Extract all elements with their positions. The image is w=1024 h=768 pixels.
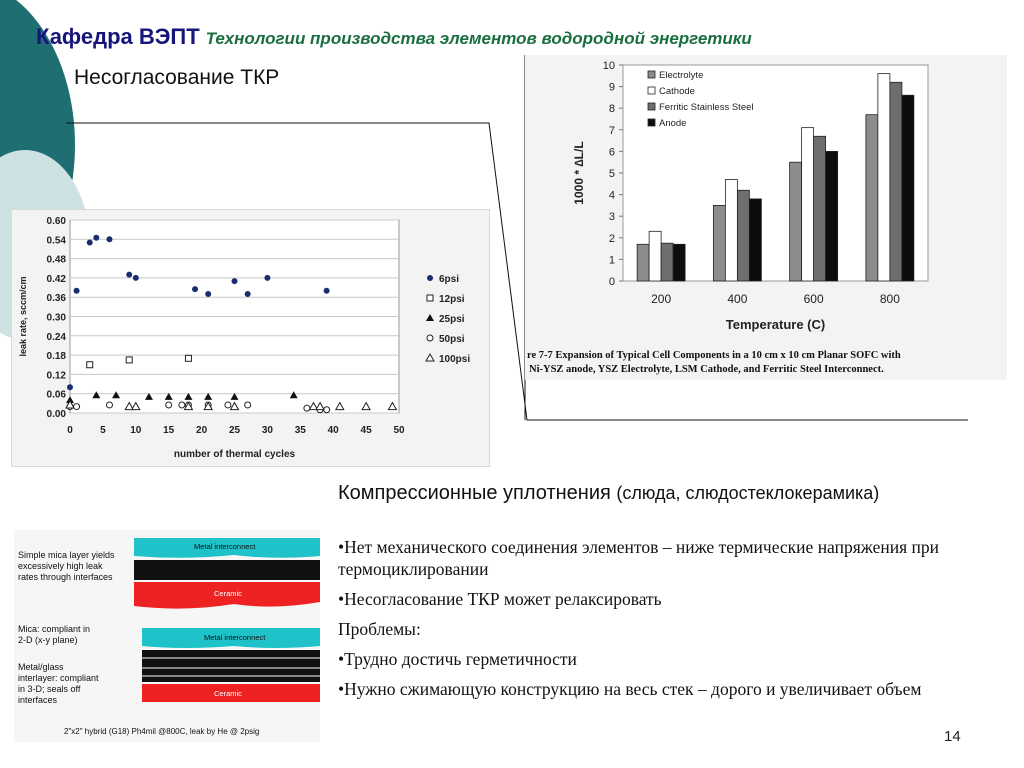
figure-caption	[527, 349, 975, 377]
data-point-12psi	[87, 362, 93, 368]
y-tick-label: 10	[602, 60, 615, 72]
legend-swatch-Cathode	[648, 87, 655, 94]
bar-Anode	[673, 244, 685, 281]
seal-label-mica-compliant: Mica: compliant in 2-D (x-y plane)	[18, 624, 91, 645]
x-tick-label: 0	[67, 425, 73, 436]
bar-Anode	[826, 151, 838, 281]
bar-Electrolyte	[866, 115, 878, 281]
bar-Ferritic Stainless Steel	[661, 243, 673, 281]
data-point-50psi	[74, 404, 80, 410]
legend-marker-6psi	[427, 275, 433, 281]
x-axis-title: number of thermal cycles	[173, 449, 296, 460]
y-tick-label: 0	[608, 276, 615, 288]
data-point-6psi	[93, 235, 99, 241]
y-axis-title: leak rate, sccm/cm	[18, 276, 28, 357]
legend-label: 12psi	[439, 294, 465, 305]
problems-label: Проблемы:	[338, 619, 421, 639]
bar-Cathode	[649, 231, 661, 281]
page-number: 14	[944, 728, 961, 745]
caption-line-2: Ni-YSZ anode, YSZ Electrolyte, LSM Cathode, and Ferritic Steel Interconnect.	[529, 364, 884, 375]
data-point-6psi	[192, 286, 198, 292]
data-point-6psi	[126, 272, 132, 278]
bar-Ferritic Stainless Steel	[890, 82, 902, 281]
y-tick-label: 2	[608, 232, 615, 245]
data-point-6psi	[87, 240, 93, 246]
x-tick-label: 20	[196, 425, 208, 436]
leak-rate-chart-panel	[11, 209, 490, 467]
legend-marker-12psi	[427, 295, 433, 301]
data-point-6psi	[133, 275, 139, 281]
bar-Electrolyte	[790, 162, 802, 281]
data-point-50psi	[245, 402, 251, 408]
y-tick-label: 0.54	[46, 235, 66, 247]
data-point-6psi	[245, 291, 251, 297]
x-tick-label: 45	[360, 425, 372, 436]
data-point-50psi	[225, 402, 231, 408]
leak-rate-scatter-chart	[12, 210, 489, 466]
bar-Ferritic Stainless Steel	[737, 190, 749, 281]
data-point-12psi	[126, 357, 132, 363]
section-heading	[338, 480, 898, 506]
y-tick-label: 0.36	[46, 293, 66, 305]
y-tick-label: 0.48	[46, 254, 66, 266]
bar-Cathode	[802, 128, 814, 281]
x-tick-label: 50	[393, 425, 405, 436]
department-name: Кафедра ВЭПТ	[36, 24, 200, 49]
metal-glass-layer	[142, 650, 320, 682]
y-tick-label: 1	[608, 254, 615, 267]
mica-layer-top	[134, 560, 320, 580]
legend-label: Anode	[659, 118, 687, 129]
seal-footer: 2"x2" hybrid (G18) Ph4mil @800C, leak by He @ 2psig	[64, 727, 260, 736]
x-tick-label: 15	[163, 425, 175, 436]
x-tick-label: 400	[727, 292, 748, 306]
bar-Electrolyte	[713, 205, 725, 281]
y-tick-label: 0.30	[46, 312, 66, 324]
x-tick-label: 600	[803, 292, 824, 306]
legend-label: Ferritic Stainless Steel	[659, 102, 754, 113]
ceramic-label-top: Ceramic	[214, 589, 242, 598]
y-tick-label: 5	[608, 168, 615, 180]
legend-marker-100psi	[426, 354, 434, 361]
x-tick-label: 25	[228, 425, 241, 436]
heading-text: Компрессионные уплотнения	[338, 482, 611, 504]
legend-swatch-Electrolyte	[648, 71, 655, 78]
x-tick-label: 40	[327, 425, 339, 436]
seal-illustration	[14, 530, 320, 742]
bar-Anode	[749, 199, 761, 281]
course-title: Технологии производства элементов водородной энергетики	[205, 29, 752, 48]
data-point-6psi	[67, 384, 73, 390]
caption-line-1: re 7-7 Expansion of Typical Cell Components in a 10 cm x 10 cm Planar SOFC with	[527, 350, 901, 361]
x-tick-label: 5	[100, 425, 106, 436]
bullet-item: •Трудно достичь герметичности	[338, 649, 577, 669]
legend-label: Cathode	[659, 86, 695, 97]
y-tick-label: 0.42	[46, 273, 66, 285]
x-axis-title: Temperature (C)	[725, 317, 826, 332]
y-tick-label: 4	[608, 189, 615, 202]
bullet-item: •Нужно сжимающую конструкцию на весь стек – дорого и увеличивает объем	[338, 679, 922, 699]
data-point-50psi	[304, 405, 310, 411]
legend-marker-25psi	[426, 314, 434, 321]
legend-label: 100psi	[439, 354, 471, 365]
data-point-6psi	[106, 236, 112, 242]
x-tick-label: 800	[879, 292, 900, 306]
seal-label-mica-simple: Simple mica layer yields excessively high leak rates through interfaces	[18, 550, 115, 582]
data-point-6psi	[74, 288, 80, 294]
data-point-50psi	[106, 402, 112, 408]
legend-label: 50psi	[439, 334, 465, 345]
y-tick-label: 0.18	[46, 351, 66, 363]
x-tick-label: 10	[130, 425, 142, 436]
y-tick-label: 0.24	[46, 331, 66, 343]
slide-subtitle: Несогласование ТКР	[74, 66, 280, 89]
interconnect-label-top: Metal interconnect	[194, 542, 256, 551]
seal-layers-drawing	[14, 530, 320, 742]
y-tick-label: 9	[608, 81, 615, 94]
x-tick-label: 30	[261, 425, 273, 436]
ceramic-label-bottom: Ceramic	[214, 689, 242, 698]
bar-Electrolyte	[637, 244, 649, 281]
heading-paren: (слюда, слюдостеклокерамика)	[616, 483, 880, 503]
y-tick-label: 0.00	[46, 409, 66, 420]
legend-swatch-Anode	[648, 119, 655, 126]
bar-Anode	[902, 95, 914, 281]
thermal-expansion-bar-chart	[525, 55, 1007, 350]
y-tick-label: 7	[608, 124, 615, 137]
data-point-6psi	[324, 288, 330, 294]
legend-label: 25psi	[439, 314, 465, 325]
y-tick-label: 3	[608, 211, 615, 224]
data-point-12psi	[185, 355, 191, 361]
interconnect-label-bottom: Metal interconnect	[204, 633, 266, 642]
bullet-item: •Нет механического соединения элементов – ниже термические напряжения при термоциклировании	[338, 537, 940, 579]
data-point-6psi	[232, 278, 238, 284]
y-tick-label: 0.06	[46, 389, 66, 401]
y-tick-label: 0.60	[46, 216, 66, 227]
legend-marker-50psi	[427, 335, 433, 341]
data-point-6psi	[205, 291, 211, 297]
y-tick-label: 8	[608, 103, 615, 116]
x-tick-label: 35	[294, 425, 306, 436]
data-point-50psi	[179, 402, 185, 408]
bar-Ferritic Stainless Steel	[814, 136, 826, 281]
expansion-chart-panel	[525, 55, 1007, 380]
data-point-6psi	[264, 275, 270, 281]
legend-swatch-Ferritic Stainless Steel	[648, 103, 655, 110]
y-tick-label: 0.12	[46, 370, 66, 382]
bar-Cathode	[878, 74, 890, 281]
seal-label-metal-glass: Metal/glass interlayer: compliant in 3-D; seals off interfaces	[18, 662, 99, 705]
y-tick-label: 6	[608, 146, 615, 159]
legend-label: Electrolyte	[659, 70, 704, 81]
bar-Cathode	[725, 179, 737, 281]
bullet-item: •Несогласование ТКР может релаксировать	[338, 589, 662, 609]
legend-label: 6psi	[439, 274, 460, 285]
x-tick-label: 200	[651, 292, 672, 306]
data-point-50psi	[166, 402, 172, 408]
y-axis-title: 1000 * ∆L/L	[572, 141, 586, 205]
bullet-list	[338, 536, 978, 708]
